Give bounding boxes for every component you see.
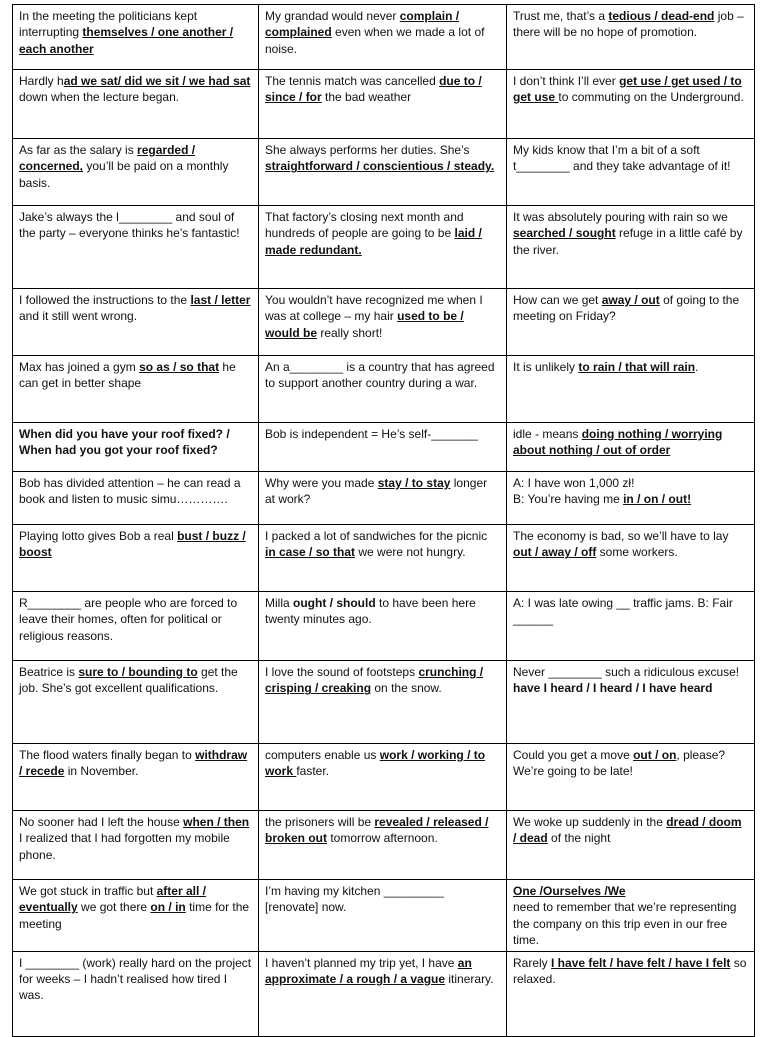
answer-options: laid / made redundant.: [265, 226, 482, 257]
exercise-cell: [259, 744, 507, 811]
exercise-cell: [507, 289, 755, 356]
exercise-cell: [259, 525, 507, 592]
grid-row: [13, 356, 755, 423]
sentence-text: to have been here twenty minutes ago.: [265, 596, 476, 627]
exercise-cell: [259, 139, 507, 206]
grid-row: [13, 70, 755, 139]
grid-row: [13, 951, 755, 1036]
answer-options: dread / doom / dead: [513, 815, 742, 846]
answer-options: One /Ourselves /We: [513, 884, 626, 898]
answer-options: last / letter: [190, 293, 251, 307]
sentence-text: really short!: [317, 325, 383, 340]
answer-options: When did you have your roof fixed? / When had you got your roof fixed?: [19, 427, 230, 458]
sentence-text: time for the meeting: [19, 900, 250, 931]
sentence-text: need to remember that we’re representing the company on this trip even in our free time.: [513, 900, 737, 948]
answer-options: ought / should: [293, 596, 376, 610]
answer-options: away / out: [601, 293, 660, 307]
answer-options: on / in: [150, 900, 186, 915]
exercise-cell: [507, 592, 755, 661]
sentence-text: Playing lotto gives Bob a real: [19, 529, 178, 543]
answer-options: straightforward / conscientious / steady.: [265, 159, 495, 174]
exercise-cell: [13, 472, 259, 525]
sentence-text: so relaxed.: [513, 955, 747, 987]
sentence-text: the prisoners will be: [265, 815, 375, 829]
grid-row: [13, 592, 755, 661]
grid-row: [13, 472, 755, 525]
sentence-text: the bad weather: [321, 90, 412, 105]
sentence-text: I realized that I had forgotten my mobile phone.: [19, 831, 230, 862]
grid-row: [13, 811, 755, 880]
exercise-cell: [259, 592, 507, 661]
answer-options: withdraw / recede: [19, 748, 248, 779]
sentence-text: A: I was late owing __ traffic jams. B: Fair ______: [513, 596, 733, 627]
sentence-text: in November.: [64, 764, 139, 779]
sentence-text: Jake’s always the l________ and soul of the party – everyone thinks he’s fantastic!: [19, 210, 240, 241]
sentence-text: computers enable us: [265, 748, 380, 762]
exercise-cell: [13, 525, 259, 592]
sentence-text: you’ll be paid on a monthly basis.: [19, 159, 229, 190]
sentence-text: B: You’re having me: [513, 492, 624, 507]
answer-options: I have felt / have felt / have I felt: [551, 955, 731, 970]
sentence-text: The tennis match was cancelled: [265, 74, 440, 88]
answer-options: complain / complained: [265, 9, 460, 40]
answer-options: crunching / crisping / creaking: [265, 665, 484, 696]
sentence-text: As far as the salary is: [19, 143, 138, 157]
exercise-cell: [259, 951, 507, 1036]
exercise-cell: [507, 951, 755, 1036]
sentence-text: The economy is bad, so we’ll have to lay: [513, 529, 729, 543]
exercise-grid: [12, 4, 755, 1037]
sentence-text: of the night: [547, 831, 611, 846]
sentence-text: My grandad would never: [265, 9, 400, 23]
sentence-text: he can get in better shape: [19, 360, 236, 391]
answer-options: searched / sought: [513, 226, 616, 241]
sentence-text: Bob is independent = He’s self-_______: [265, 427, 478, 441]
exercise-cell: [507, 139, 755, 206]
grid-row: [13, 289, 755, 356]
sentence-text: idle - means: [513, 427, 582, 441]
sentence-text: I ________ (work) really hard on the project for weeks – I hadn’t realised how tired I was.: [19, 955, 252, 1003]
sentence-text: You wouldn’t have recognized me when I was at college – my hair: [265, 293, 483, 324]
answer-options: due to / since / for: [265, 74, 482, 105]
sentence-text: we got there: [77, 900, 151, 915]
sentence-text: itinerary.: [445, 972, 494, 987]
sentence-text: tomorrow afternoon.: [327, 831, 438, 846]
exercise-cell: [13, 289, 259, 356]
exercise-cell: [259, 880, 507, 952]
answer-options: after all / eventually: [19, 884, 206, 915]
sentence-text: Milla: [265, 596, 294, 610]
answer-options: doing nothing / worrying about nothing / out of order: [513, 427, 723, 458]
exercise-cell: [259, 423, 507, 472]
sentence-text: We woke up suddenly in the: [513, 815, 667, 829]
exercise-cell: [13, 206, 259, 289]
answer-options: when / then: [183, 815, 250, 829]
sentence-text: refuge in a little café by the river.: [513, 226, 743, 257]
exercise-cell: [507, 525, 755, 592]
exercise-cell: [13, 70, 259, 139]
answer-options: themselves / one another / each another: [19, 25, 234, 56]
answer-options: work / working / to work: [265, 748, 486, 779]
sentence-text: I don’t think I’ll ever: [513, 74, 620, 88]
grid-row: [13, 139, 755, 206]
sentence-text: It is unlikely: [513, 360, 579, 374]
exercise-cell: [13, 811, 259, 880]
sentence-text: Trust me, that’s a: [513, 9, 609, 23]
exercise-cell: [507, 880, 755, 952]
exercise-cell: [507, 744, 755, 811]
exercise-cell: [13, 356, 259, 423]
answer-options: have I heard / I heard / I have heard: [513, 681, 713, 696]
answer-options: in / on / out!: [623, 492, 692, 507]
exercise-cell: [13, 592, 259, 661]
answer-options: out / away / off: [513, 545, 597, 560]
sentence-text: Max has joined a gym: [19, 360, 140, 374]
exercise-cell: [259, 70, 507, 139]
answer-options: get use / get used / to get use: [513, 74, 742, 105]
sentence-text: It was absolutely pouring with rain so we: [513, 210, 728, 224]
exercise-cell: [259, 206, 507, 289]
sentence-text: we were not hungry.: [355, 545, 466, 560]
exercise-cell: [259, 356, 507, 423]
exercise-cell: [259, 5, 507, 70]
exercise-cell: [13, 661, 259, 744]
sentence-text: and it still went wrong.: [19, 309, 138, 324]
exercise-cell: [259, 811, 507, 880]
exercise-cell: [13, 744, 259, 811]
answer-options: sure to / bounding to: [78, 665, 198, 679]
answer-options: to rain / that will rain: [578, 360, 696, 374]
sentence-text: Rarely: [513, 955, 552, 970]
sentence-text: Why were you made: [265, 476, 378, 490]
sentence-text: How can we get: [513, 293, 602, 307]
grid-row: [13, 661, 755, 744]
answer-options: in case / so that: [265, 545, 356, 560]
exercise-cell: [13, 951, 259, 1036]
grid-row: [13, 744, 755, 811]
sentence-text: In the meeting the politicians kept interrupting: [19, 9, 198, 40]
exercise-cell: [13, 5, 259, 70]
sentence-text: on the snow.: [371, 681, 442, 696]
sentence-line: A: I have won 1,000 zł!: [513, 476, 635, 490]
exercise-cell: [259, 289, 507, 356]
sentence-text: Bob has divided attention – he can read a book and listen to music simu………….: [19, 476, 241, 507]
exercise-cell: [507, 472, 755, 525]
answer-options: regarded / concerned,: [19, 143, 196, 174]
sentence-text: longer at work?: [265, 476, 488, 507]
grid-row: [13, 206, 755, 289]
sentence-text: Hardly h: [19, 74, 64, 88]
exercise-cell: [13, 423, 259, 472]
exercise-cell: [507, 5, 755, 70]
sentence-text: My kids know that I’m a bit of a soft t________ and they take advantage of it!: [513, 143, 731, 174]
grid-row: [13, 880, 755, 952]
exercise-cell: [507, 423, 755, 472]
grid-row: [13, 5, 755, 70]
sentence-text: job – there will be no hope of promotion.: [513, 9, 744, 40]
sentence-text: of going to the meeting on Friday?: [513, 293, 740, 324]
sentence-text: R________ are people who are forced to leave their homes, often for political or religious reasons.: [19, 596, 238, 643]
sentence-line: Never ________ such a ridiculous excuse!: [513, 665, 740, 679]
answer-options: used to be / would be: [265, 309, 464, 340]
exercise-cell: [507, 206, 755, 289]
answer-options: ad we sat/ did we sit / we had sat: [63, 74, 251, 88]
exercise-cell: [259, 661, 507, 744]
sentence-text: We got stuck in traffic but: [19, 884, 157, 898]
sentence-text: down when the lecture began.: [19, 90, 180, 105]
sentence-text: .: [695, 360, 699, 374]
sentence-text: Beatrice is: [19, 665, 79, 679]
exercise-cell: [507, 356, 755, 423]
sentence-text: faster.: [296, 764, 330, 779]
grid-row: [13, 423, 755, 472]
exercise-cell: [13, 880, 259, 952]
sentence-text: get the job. She’s got excellent qualifications.: [19, 665, 238, 696]
sentence-text: even when we made a lot of noise.: [265, 25, 485, 56]
exercise-cell: [507, 661, 755, 744]
sentence-text: She always performs her duties. She’s: [265, 143, 470, 157]
answer-options: stay / to stay: [377, 476, 451, 490]
sentence-text: Could you get a move: [513, 748, 634, 762]
sentence-text: No sooner had I left the house: [19, 815, 184, 829]
sentence-text: I packed a lot of sandwiches for the picnic: [265, 529, 488, 543]
sentence-text: to commuting on the Underground.: [558, 90, 744, 105]
sentence-text: , please? We’re going to be late!: [513, 748, 726, 779]
sentence-text: The flood waters finally began to: [19, 748, 196, 762]
sentence-text: I love the sound of footsteps: [265, 665, 419, 679]
sentence-text: I’m having my kitchen _________ [renovate] now.: [265, 884, 444, 915]
answer-options: bust / buzz / boost: [19, 529, 246, 560]
exercise-cell: [507, 811, 755, 880]
sentence-text: An a________ is a country that has agreed to support another country during a war.: [265, 360, 495, 391]
answer-options: revealed / released / broken out: [265, 815, 489, 846]
sentence-text: That factory’s closing next month and hundreds of people are going to be: [265, 210, 464, 241]
sentence-text: I followed the instructions to the: [19, 293, 191, 307]
answer-options: tedious / dead-end: [608, 9, 715, 23]
exercise-cell: [507, 70, 755, 139]
exercise-cell: [259, 472, 507, 525]
sentence-text: some workers.: [596, 545, 678, 560]
exercise-cell: [13, 139, 259, 206]
sentence-text: I haven’t planned my trip yet, I have: [265, 955, 458, 970]
answer-options: out / on: [633, 748, 677, 762]
grid-row: [13, 525, 755, 592]
answer-options: an approximate / a rough / a vague: [265, 955, 472, 987]
answer-options: so as / so that: [139, 360, 220, 374]
